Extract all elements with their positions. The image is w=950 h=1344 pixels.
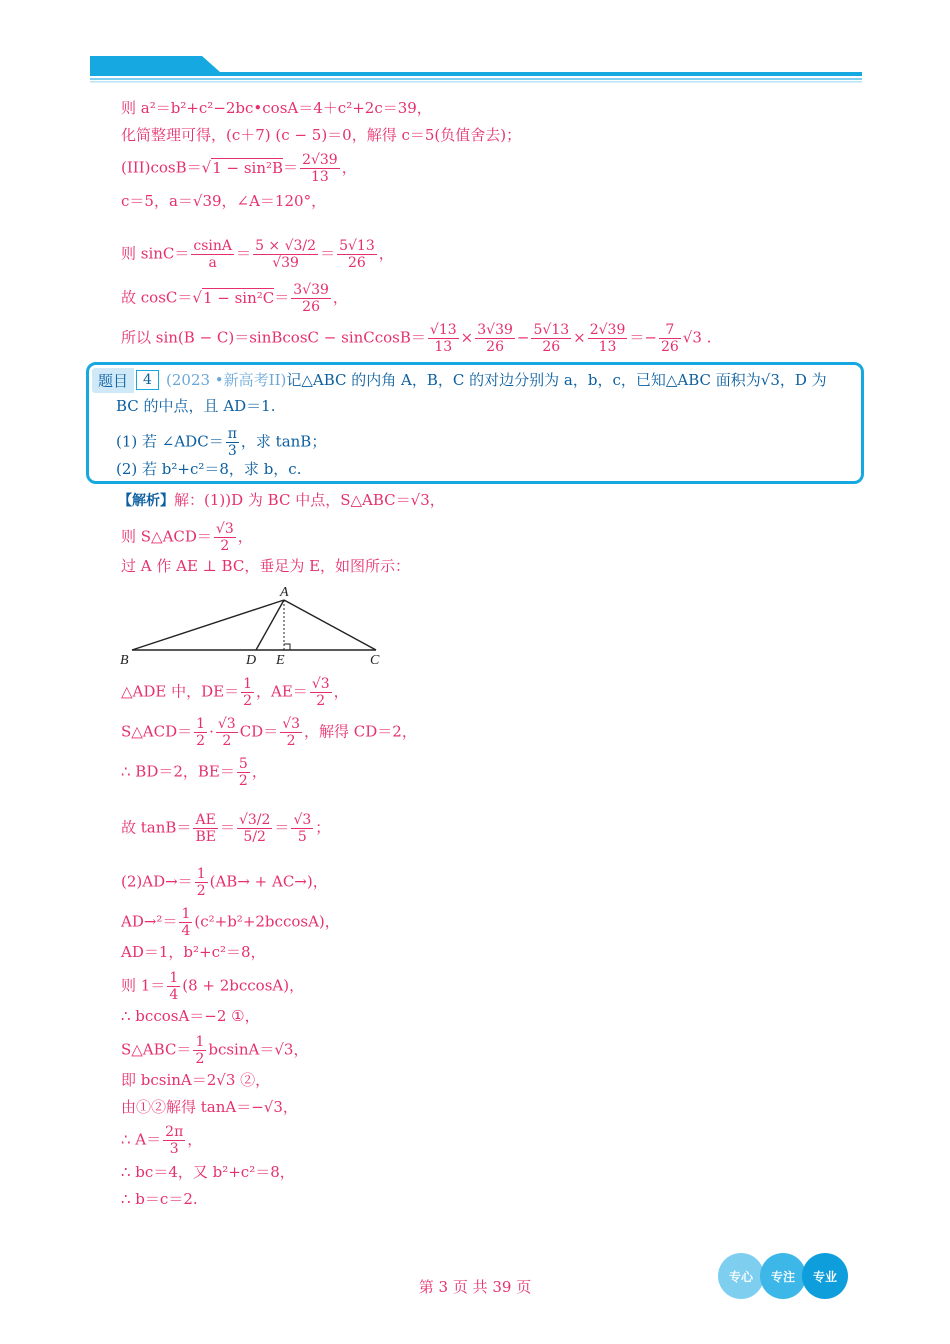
analysis-line: 则 S△ACD＝ $\frac{√3}{2}$ ， bbox=[121, 521, 253, 554]
analysis-line: S△ABC＝ $\frac{1}{2}$ bcsinA＝√3， bbox=[121, 1034, 309, 1067]
problem-tag bbox=[92, 368, 159, 392]
analysis-line: ∴ BD＝2，BE＝ $\frac{5}{2}$ ， bbox=[121, 756, 267, 789]
analysis-line: 【解析】解：(1))D 为 BC 中点，S△ABC＝√3， bbox=[118, 491, 445, 509]
analysis-line: AD→²＝ $\frac{1}{4}$ (c²+b²+2bccosA)， bbox=[121, 906, 340, 939]
problem-question-2: (2) 若 b²+c²＝8，求 b，c. bbox=[116, 460, 302, 478]
analysis-line: ∴ A＝ $\frac{2\pi}{3}$ ， bbox=[121, 1124, 203, 1157]
analysis-line: 故 tanB＝ $\frac{AE}{BE}$ ＝ $\frac{√3/2}{5/2}$ ＝ $\frac{√3}{5}$ ； bbox=[121, 812, 331, 845]
problem-line: BC 的中点，且 AD＝1. bbox=[116, 397, 276, 415]
footer-badges bbox=[722, 1253, 848, 1299]
label-B: B bbox=[120, 653, 129, 668]
header-banner bbox=[90, 54, 862, 84]
solution-line: 则 sinC＝ $\frac{csinA}{a}$ ＝ $\frac{5 \times √3/2}{√39}$ ＝ $\frac{5√13}{26}$ ， bbox=[121, 238, 394, 271]
analysis-line: △ADE 中，DE＝ $\frac{1}{2}$ ，AE＝ $\frac{√3}{2}$ ， bbox=[121, 676, 349, 709]
page-number: 第 3 页 共 39 页 bbox=[418, 1278, 532, 1296]
analysis-line: ∴ bc＝4，又 b²+c²＝8， bbox=[121, 1163, 295, 1181]
solution-line: c＝5，a＝√39，∠A＝120°， bbox=[121, 192, 327, 210]
analysis-line: 则 1＝ $\frac{1}{4}$ (8 + 2bccosA)， bbox=[121, 970, 305, 1003]
solution-line: 化简整理可得，(c＋7) (c − 5)＝0，解得 c＝5(负值舍去)； bbox=[121, 126, 522, 144]
solution-line: 所以 sin(B − C)＝sinBcosC − sinCcosB＝ $\frac{√13}{13}$ × $\frac{3√39}{26}$ − $\frac{5√13}{26}$ × $\frac{2√39}{13}$ ＝− $\frac{7}{26}$ √3 . bbox=[121, 322, 712, 355]
analysis-line: ∴ bccosA＝−2 ①， bbox=[121, 1007, 260, 1025]
analysis-line: S△ACD＝ $\frac{1}{2}$ · $\frac{√3}{2}$ CD＝ $\frac{√3}{2}$ ，解得 CD＝2， bbox=[121, 716, 417, 749]
analysis-label: 【解析】 bbox=[118, 493, 174, 509]
label-E: E bbox=[276, 653, 285, 668]
analysis-line: 过 A 作 AE ⊥ BC，垂足为 E，如图所示： bbox=[121, 557, 411, 575]
label-D: D bbox=[246, 653, 257, 668]
label-C: C bbox=[370, 653, 380, 668]
analysis-line: 即 bcsinA＝2√3 ②， bbox=[121, 1071, 271, 1089]
analysis-line: AD＝1，b²+c²＝8， bbox=[121, 943, 266, 961]
problem-number: 4 bbox=[136, 370, 159, 390]
badge-3: 专业 bbox=[802, 1253, 848, 1299]
analysis-line: ∴ b＝c＝2. bbox=[121, 1190, 198, 1208]
problem-tag-label: 题目 bbox=[92, 368, 134, 393]
badge-1: 专心 bbox=[718, 1253, 764, 1299]
solution-line: (III)cosB＝√1 − sin²B＝ $\frac{2√39}{13}$ ， bbox=[121, 152, 357, 185]
problem-line: (2023 •新高考II)记△ABC 的内角 A，B，C 的对边分别为 a，b，c，已知△ABC 面积为√3，D 为 bbox=[166, 371, 827, 389]
badge-2: 专注 bbox=[760, 1253, 806, 1299]
analysis-line: (2)AD→＝ $\frac{1}{2}$ (AB→ + AC→)， bbox=[121, 866, 328, 899]
analysis-line: 由①②解得 tanA＝−√3， bbox=[121, 1098, 298, 1116]
solution-line: 则 a²＝b²+c²−2bc•cosA＝4＋c²+2c＝39， bbox=[121, 99, 432, 117]
label-A: A bbox=[280, 585, 289, 600]
problem-question-1: (1) 若 ∠ADC＝ $\frac{\pi}{3}$ ，求 tanB； bbox=[116, 426, 327, 459]
triangle-diagram bbox=[114, 582, 404, 672]
solution-line: 故 cosC＝√1 − sin²C＝ $\frac{3√39}{26}$ ， bbox=[121, 282, 348, 315]
